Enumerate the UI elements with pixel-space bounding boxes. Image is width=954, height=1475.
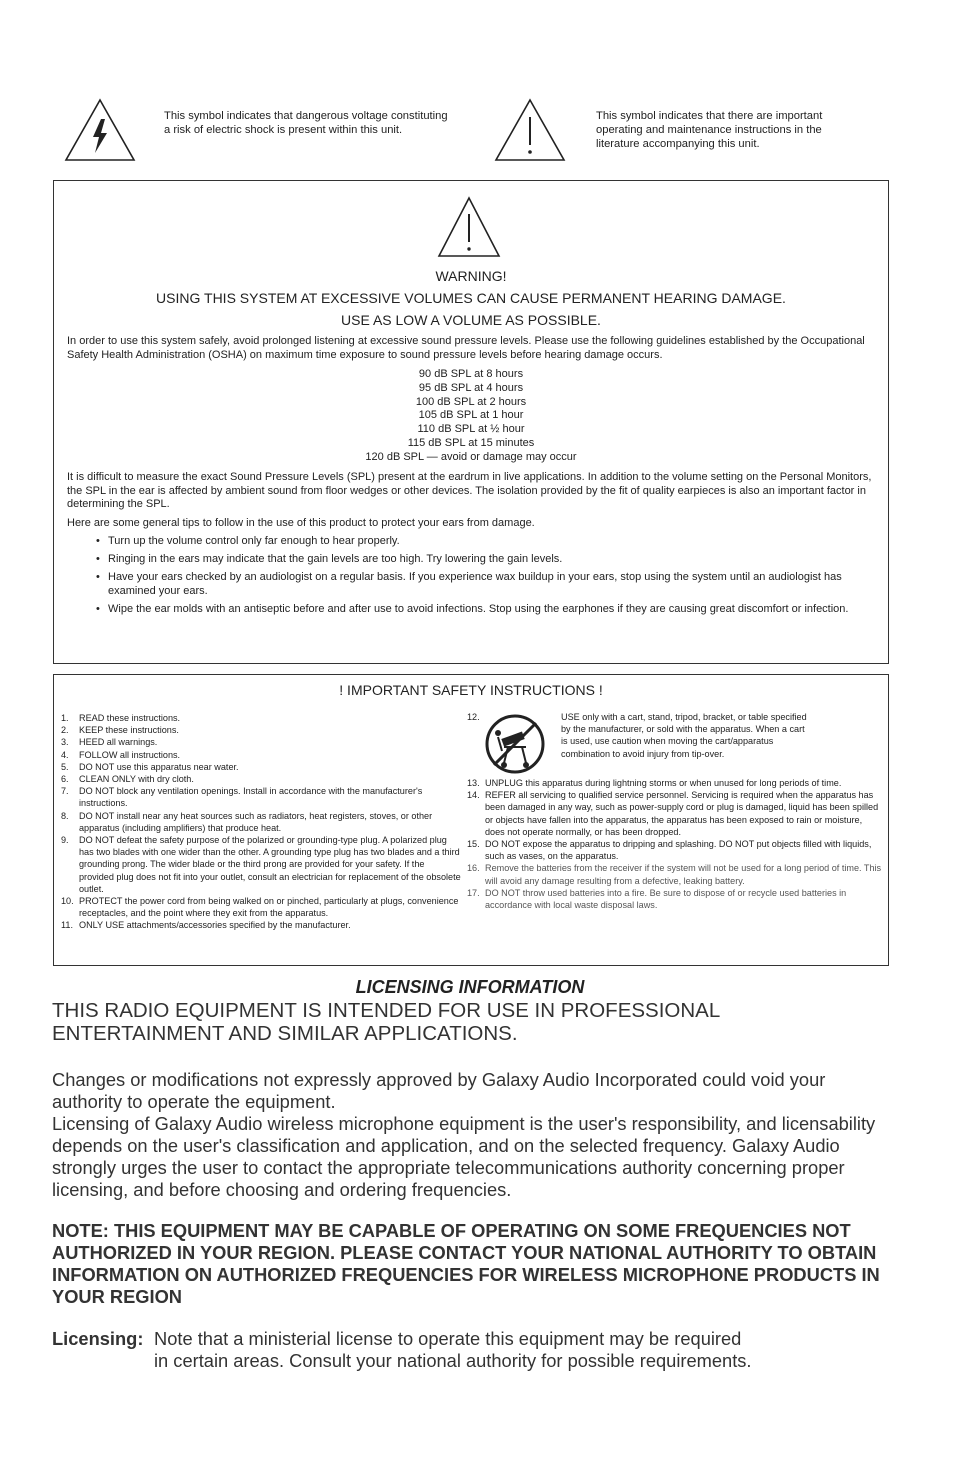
frequency-note: NOTE: THIS EQUIPMENT MAY BE CAPABLE OF OPERATING ON SOME FREQUENCIES NOT AUTHORIZED IN YOUR REGION. PLEASE CONTACT YOUR NATIONAL AUTHORITY TO OBTAIN INFORMATION ON AUTHORIZED FREQUENCIES FOR WIRELESS MICROPHONE PRODUCTS IN YOUR REGION bbox=[52, 1220, 880, 1307]
list-item: 16. Remove the batteries from the receiver if the system will not be used for a long period of time. This will avoid any damage resulting from a defective, leaking battery. bbox=[467, 863, 882, 886]
list-item: 7. DO NOT block any ventilation openings. Install in accordance with the manufacturer's instructions. bbox=[61, 786, 423, 809]
spl-level: 90 dB SPL at 8 hours bbox=[418, 368, 524, 380]
list-item: 15. DO NOT expose the apparatus to dripping and splashing. DO NOT put objects filled with liquids, such as vases, on the apparatus. bbox=[467, 839, 872, 862]
list-item: 10. PROTECT the power cord from being walked on or pinched, particularly at plugs, convenience receptacles, and the point where they exit from the apparatus. bbox=[61, 896, 459, 919]
list-item: • Wipe the ear molds with an antiseptic before and after use to avoid infections. Stop using the earphones if they are causing great discomfort or infection. bbox=[96, 603, 876, 617]
spl-level: 105 dB SPL at 1 hour bbox=[418, 409, 524, 422]
exclamation-warning-icon bbox=[493, 97, 567, 163]
safety-list-right bbox=[467, 777, 882, 911]
item-12-text: USE only with a cart, stand, tripod, bracket, or table specified by the manufacturer, or sold with the apparatus. When a cart is used, use caution when moving the cart/apparatus combination to avoid injury from tip-over. bbox=[561, 712, 807, 759]
licensing-text-line-1: Note that a ministerial license to operate this equipment may be required bbox=[154, 1328, 742, 1349]
spl-level: 100 dB SPL at 2 hours bbox=[415, 395, 527, 408]
item-12-number: 12. bbox=[467, 712, 480, 722]
electric-shock-warning-icon bbox=[63, 97, 137, 163]
warning-line-1: USING THIS SYSTEM AT EXCESSIVE VOLUMES CAN CAUSE PERMANENT HEARING DAMAGE. bbox=[156, 290, 786, 306]
spl-levels-list bbox=[54, 368, 888, 465]
warning-line-2: USE AS LOW A VOLUME AS POSSIBLE. bbox=[341, 312, 601, 328]
spl-level: 120 dB SPL — avoid or damage may occur bbox=[365, 450, 577, 463]
list-item: 14. REFER all servicing to qualified service personnel. Servicing is required when the apparatus has been damaged in any way, such as power-supply cord or plug is damaged, liquid has been spilled or objects have fallen into the apparatus, the apparatus has been exposed to rain or moisture, does not operate normally, or has been dropped. bbox=[467, 790, 879, 837]
list-item: • Turn up the volume control only far enough to hear properly. bbox=[96, 535, 876, 549]
licensing-heading-line-2: ENTERTAINMENT AND SIMILAR APPLICATIONS. bbox=[52, 1022, 518, 1045]
voltage-symbol-text: This symbol indicates that dangerous voltage constituting a risk of electric shock is present within this unit. bbox=[164, 110, 448, 136]
cart-tip-over-icon bbox=[482, 713, 548, 775]
instructions-symbol-text: This symbol indicates that there are important operating and maintenance instructions in the literature accompanying this unit. bbox=[596, 110, 823, 150]
warning-intro: In order to use this system safely, avoid prolonged listening at excessive sound pressure levels. Please use the following guidelines established by the Occupational Safety Health Administration (OSHA) on maximum time exposure to sound pressure levels before hearing damage occurs. bbox=[67, 335, 865, 361]
tips-list bbox=[96, 535, 876, 622]
list-item: 1. READ these instructions. bbox=[61, 713, 181, 723]
spl-paragraph: It is difficult to measure the exact Sound Pressure Levels (SPL) present at the eardrum in live applications. In addition to the volume setting on the Personal Monitors, the SPL in the ear is affected by ambient sound from floor wedges or other devices. The isolation provided by the fit of quality earpieces is also an important factor in determining the SPL. bbox=[67, 471, 872, 511]
spl-level: 95 dB SPL at 4 hours bbox=[418, 381, 524, 394]
safety-list-left bbox=[61, 712, 461, 932]
list-item: 11. ONLY USE attachments/accessories specified by the manufacturer. bbox=[61, 920, 351, 931]
warning-exclamation-icon bbox=[436, 196, 502, 258]
licensing-label: Licensing: bbox=[52, 1328, 144, 1349]
safety-title: ! IMPORTANT SAFETY INSTRUCTIONS ! bbox=[339, 682, 603, 698]
licensing-heading-line-1: THIS RADIO EQUIPMENT IS INTENDED FOR USE IN PROFESSIONAL bbox=[52, 999, 721, 1022]
list-item: 3. HEED all warnings. bbox=[61, 737, 158, 748]
hearing-warning-box bbox=[53, 180, 889, 664]
list-item: 5. DO NOT use this apparatus near water. bbox=[61, 761, 239, 772]
licensing-paragraph: Changes or modifications not expressly approved by Galaxy Audio Incorporated could void your authority to operate the equipment. bbox=[52, 1069, 826, 1112]
licensing-title: LICENSING INFORMATION bbox=[355, 977, 585, 997]
warning-heading: WARNING! bbox=[435, 268, 507, 284]
spl-level: 115 dB SPL at 15 minutes bbox=[407, 436, 535, 449]
licensing-paragraph-2: Licensing of Galaxy Audio wireless microphone equipment is the user's responsibility, and licensability depends on the user's classification and application, and on the selected frequency. Galaxy Audio strongly urges the user to contact the appropriate telecommunications authority concerning proper licensing, and before choosing and ordering frequencies. bbox=[52, 1113, 876, 1200]
list-item: • Have your ears checked by an audiologist on a regular basis. If you experience wax buildup in your ears, stop using the system until an audiologist has examined your ears. bbox=[96, 571, 876, 598]
list-item: 2. KEEP these instructions. bbox=[61, 725, 179, 736]
spl-level: 110 dB SPL at ½ hour bbox=[417, 423, 525, 436]
list-item: 13. UNPLUG this apparatus during lightning storms or when unused for long periods of time. bbox=[467, 778, 842, 788]
safety-instructions-box bbox=[53, 674, 889, 966]
list-item: 8. DO NOT install near any heat sources such as radiators, heat registers, stoves, or other apparatus (including amplifiers) that produce heat. bbox=[61, 810, 433, 833]
list-item: 6. CLEAN ONLY with dry cloth. bbox=[61, 774, 194, 785]
tips-intro: Here are some general tips to follow in the use of this product to protect your ears from damage. bbox=[67, 517, 535, 529]
licensing-text-line-2: in certain areas. Consult your national authority for possible requirements. bbox=[154, 1350, 752, 1371]
list-item: • Ringing in the ears may indicate that the gain levels are too high. Try lowering the gain levels. bbox=[96, 553, 876, 567]
list-item: 9. DO NOT defeat the safety purpose of the polarized or grounding-type plug. A polarized plug has two blades with one wider than the other. A grounding type plug has two blades and a third grounding prong. The wider blade or the third prong are provided for your safety. If the provided plug does not fit into your outlet, consult an electrician for replacement of the obsolete outlet. bbox=[61, 835, 461, 894]
list-item: 17. DO NOT throw used batteries into a fire. Be sure to dispose of or recycle used batteries in accordance with local waste disposal laws. bbox=[467, 887, 847, 911]
list-item: 4. FOLLOW all instructions. bbox=[61, 749, 181, 760]
